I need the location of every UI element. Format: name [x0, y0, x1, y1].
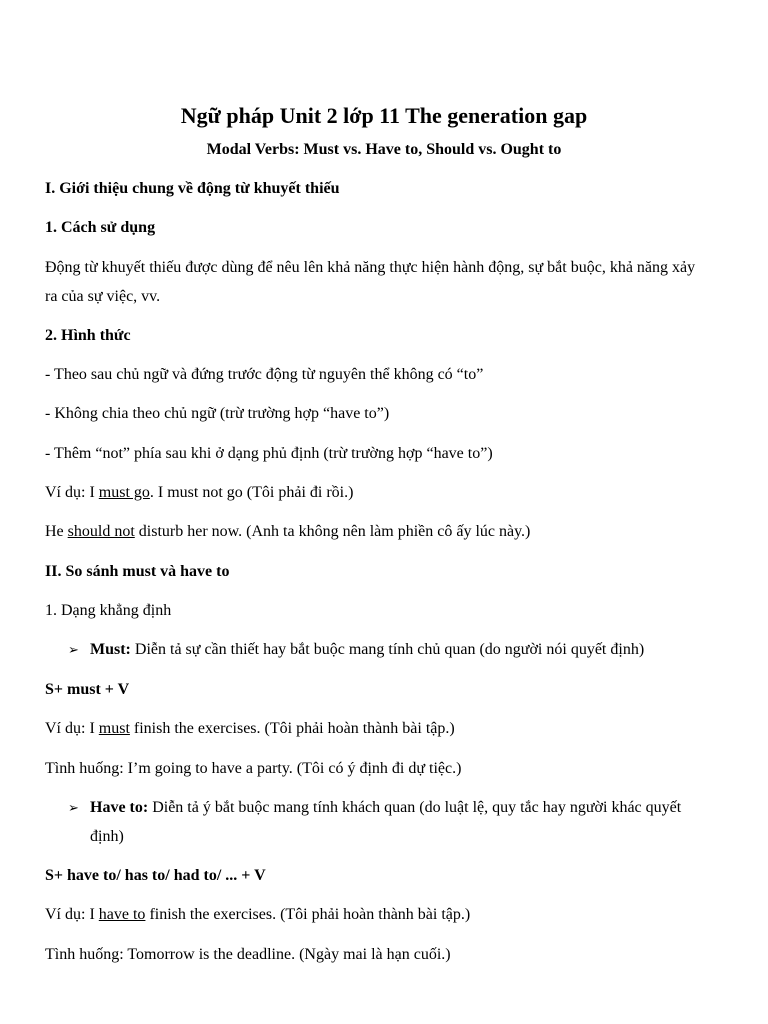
have-to-term: Have to: [90, 799, 149, 816]
example-must-go [45, 483, 353, 503]
example-suffix: . I must not go (Tôi phải đi rồi.) [149, 484, 354, 501]
document-title: Ngữ pháp Unit 2 lớp 11 The generation gap [180, 103, 588, 128]
arrow-bullet-icon: ➢ [68, 642, 79, 657]
have-to-description-continued: định) [90, 828, 124, 845]
example-underlined-phrase: must [98, 720, 130, 737]
usage-paragraph-line-1: Động từ khuyết thiếu được dùng để nêu lên khả năng thực hiện hành động, sự bắt buộc, khả năng xảy [45, 259, 696, 276]
example-prefix: Ví dụ: I [45, 906, 99, 923]
affirmative-heading: 1. Dạng khẳng định [45, 602, 172, 619]
have-to-bullet [68, 798, 681, 818]
have-to-description: Diễn tả ý bắt buộc mang tính khách quan (do luật lệ, quy tắc hay người khác quyết [148, 799, 682, 816]
example-suffix: finish the exercises. (Tôi phải hoàn thành bài tập.) [145, 906, 471, 923]
example-suffix: finish the exercises. (Tôi phải hoàn thành bài tập.) [129, 720, 455, 737]
must-description: Diễn tả sự cần thiết hay bắt buộc mang tính chủ quan (do người nói quyết định) [130, 641, 645, 658]
have-to-formula: S+ have to/ has to/ had to/ ... + V [45, 867, 266, 884]
arrow-bullet-icon: ➢ [68, 800, 79, 815]
have-to-situation: Tình huống: Tomorrow is the deadline. (Ngày mai là hạn cuối.) [45, 946, 451, 963]
must-formula: S+ must + V [45, 681, 130, 698]
example-underlined-phrase: should not [67, 523, 135, 540]
must-situation: Tình huống: I’m going to have a party. (Tôi có ý định đi dự tiệc.) [45, 760, 462, 777]
must-term: Must: [90, 641, 131, 658]
example-underlined-phrase: have to [98, 906, 146, 923]
subsection-form-heading: 2. Hình thức [45, 327, 131, 344]
example-suffix: disturb her now. (Anh ta không nên làm phiền cô ấy lúc này.) [134, 523, 531, 540]
example-prefix: He [45, 523, 68, 540]
form-item: - Thêm “not” phía sau khi ở dạng phủ định (trừ trường hợp “have to”) [45, 445, 493, 462]
example-underlined-phrase: must go [98, 484, 150, 501]
usage-paragraph-line-2: ra của sự việc, vv. [45, 288, 161, 305]
section-1-heading: I. Giới thiệu chung về động từ khuyết thiếu [45, 180, 340, 197]
must-example [45, 719, 455, 739]
example-prefix: Ví dụ: I [45, 484, 99, 501]
have-to-example [45, 905, 470, 925]
form-item: - Theo sau chủ ngữ và đứng trước động từ nguyên thể không có “to” [45, 366, 484, 383]
example-prefix: Ví dụ: I [45, 720, 99, 737]
must-bullet [68, 640, 644, 660]
subsection-usage-heading: 1. Cách sử dụng [45, 219, 156, 236]
form-item: - Không chia theo chủ ngữ (trừ trường hợp “have to”) [45, 405, 390, 422]
section-2-heading: II. So sánh must và have to [45, 563, 230, 580]
example-should-not [45, 522, 530, 542]
document-subtitle: Modal Verbs: Must vs. Have to, Should vs. Ought to [206, 141, 562, 158]
